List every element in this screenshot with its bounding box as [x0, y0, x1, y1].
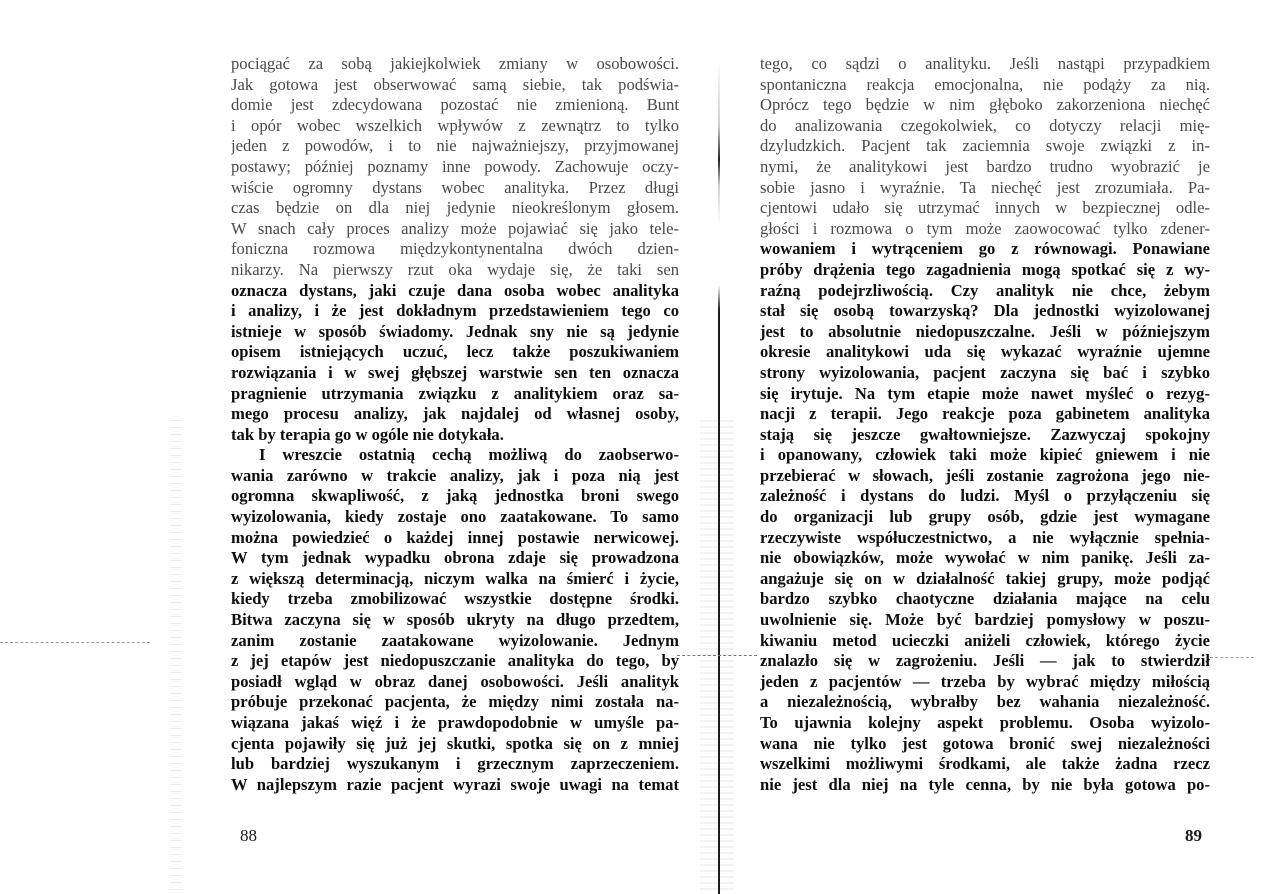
- text-line: cjentowi udało się utrzymać innych w bezpiecznej odle-: [760, 198, 1210, 218]
- text-line: pragnienie utrzymania związku z analitykiem oraz sa-: [231, 383, 679, 403]
- text-line: znalazło się w zagrożeniu. Jeśli — jak to stwierdził: [760, 651, 1210, 671]
- right-page-text: [760, 54, 1210, 795]
- text-line: opisem istniejących uczuć, lecz także poszukiwaniem: [231, 342, 679, 362]
- text-line: nikarzy. Na pierwszy rzut oka wydaje się, że taki sen: [231, 259, 679, 279]
- text-line: z większą determinacją, niczym walka na śmierć i życie,: [231, 568, 679, 588]
- text-line: postawy; później poznamy inne powody. Zachowuje oczy-: [231, 156, 679, 176]
- text-line: zanim zostanie zaatakowane wyizolowanie. Jednym: [231, 630, 679, 650]
- scan-artifact-middle: [677, 655, 757, 656]
- text-line: nymi, że analitykowi jest bardzo trudno wyobrazić je: [760, 156, 1210, 176]
- text-line: można powiedzieć o każdej innej postawie nerwicowej.: [231, 527, 679, 547]
- text-line: wana nie tylko jest gotowa bronić swej niezależności: [760, 733, 1210, 753]
- text-line: Bitwa zaczyna się w sposób ukryty na długo przedtem,: [231, 610, 679, 630]
- text-line: bardzo szybko chaotyczne działania mające na celu: [760, 589, 1210, 609]
- text-line: rzeczywiste współuczestnictwo, a nie wyłącznie spełnia-: [760, 527, 1210, 547]
- text-line: istnieje w sposób świadomy. Jednak sny nie są jedynie: [231, 321, 679, 341]
- text-line: nacji z terapii. Jego reakcje poza gabinetem analityka: [760, 404, 1210, 424]
- text-line: Jak gotowa jest obserwować samą siebie, tak podświa-: [231, 74, 679, 94]
- text-line: próbuje przekonać pacjenta, że między nimi została na-: [231, 692, 679, 712]
- text-line: próby drążenia tego zagadnienia mogą spotkać się z wy-: [760, 259, 1210, 279]
- text-line: przebierać w słowach, jeśli zostanie zagrożona jego nie-: [760, 465, 1210, 485]
- text-line: raźną podejrzliwością. Czy analityk nie chce, żebym: [760, 280, 1210, 300]
- text-line: lub bardziej wyszukanym i grzecznym zaprzeczeniem.: [231, 754, 679, 774]
- text-line: jeden z powodów, i to nie najważniejszy, przyjmowanej: [231, 136, 679, 156]
- text-line: stają się jeszcze gwałtowniejsze. Zazwyczaj spokojny: [760, 424, 1210, 444]
- text-line: angażuje się on w działalność takiej grupy, może podjąć: [760, 568, 1210, 588]
- text-line: cjenta pojawiły się już jej skutki, spotka się on z mniej: [231, 733, 679, 753]
- text-line: wania zarówno w trakcie analizy, jak i poza nią jest: [231, 465, 679, 485]
- text-line: z jej etapów jest niedopuszczanie analityka do tego, by: [231, 651, 679, 671]
- text-line: jest to absolutnie niedopuszczalne. Jeśli w późniejszym: [760, 321, 1210, 341]
- text-line: pociągać za sobą jakiejkolwiek zmiany w osobowości.: [231, 54, 679, 73]
- text-line: i analizy, i że jest dokładnym przedstawieniem tego co: [231, 301, 679, 321]
- text-line: do organizacji lub grupy osób, gdzie jest wymagane: [760, 507, 1210, 527]
- text-line: posiadł wgląd w obraz danej osobowości. Jeśli analityk: [231, 671, 679, 691]
- text-line: foniczna rozmowa międzykontynentalna dwóch dzien-: [231, 239, 679, 259]
- text-line: spontaniczna reakcja emocjonalna, nie podąży za nią.: [760, 74, 1210, 94]
- text-line: W snach cały proces analizy może pojawiać się jako tele-: [231, 218, 679, 238]
- text-line: tak by terapia go w ogóle nie dotykała.: [231, 424, 504, 444]
- text-line: a niezależnością, wybrałby bez wahania niezależność.: [760, 692, 1210, 712]
- page-edge-noise: [170, 420, 182, 894]
- text-line: wiązana jakaś więź i że prawdopodobnie w umyśle pa-: [231, 713, 679, 732]
- text-line: rozwiązania i w swej głębszej warstwie sen ten oznacza: [231, 362, 679, 382]
- text-line: się irytuje. Na tym etapie może nawet myśleć o rezyg-: [760, 383, 1210, 403]
- text-line: dzyludzkich. Pacjent tak zaciemnia swoje związki z in-: [760, 136, 1210, 156]
- text-line: mego procesu analizy, jak najdalej od własnej osoby,: [231, 404, 679, 424]
- text-line: W tym jednak wypadku obrona zdaje się prowadzona: [231, 548, 679, 568]
- text-line: kiwaniu metod ucieczki aniżeli człowiek, którego życie: [760, 630, 1210, 650]
- text-line: stał się osobą towarzyską? Dla jednostki wyizolowanej: [760, 301, 1210, 321]
- left-page-number: 88: [240, 826, 257, 845]
- text-line: wowaniem i wytrąceniem go z równowagi. Ponawiane: [760, 239, 1210, 259]
- right-page-number: 89: [1185, 826, 1202, 845]
- text-line: wyizolowania, kiedy zostaje ono zaatakowane. To samo: [231, 507, 679, 527]
- text-line: nie jest dla niej na tyle cenna, by nie była gotowa po-: [760, 774, 1210, 794]
- text-line: jeden z pacjentów — trzeba by wybrać między miłością: [760, 671, 1210, 691]
- scan-artifact-left: [0, 642, 150, 643]
- text-line: oznacza dystans, jaki czuje dana osoba wobec analityka: [231, 280, 679, 300]
- text-line: To ujawnia kolejny aspekt problemu. Osoba wyizolo-: [760, 713, 1210, 732]
- text-line: strony wyizolowania, pacjent zaczyna się bać i szybko: [760, 362, 1210, 382]
- text-line: I wreszcie ostatnią cechą możliwą do zaobserwo-: [259, 445, 679, 465]
- text-line: tego, co sądzi o analityku. Jeśli nastąpi przypadkiem: [760, 54, 1210, 73]
- text-line: uwolnienie się. Może być bardziej pomysłowy w poszu-: [760, 610, 1210, 630]
- text-line: nie obowiązków, może wywołać w nim panikę. Jeśli za-: [760, 548, 1210, 568]
- text-line: sobie jasno i wyraźnie. Ta niechęć jest zrozumiała. Pa-: [760, 177, 1210, 197]
- text-line: wszelkimi możliwymi środkami, ale także żadna rzecz: [760, 754, 1210, 774]
- text-line: do analizowania czegokolwiek, co dotyczy relacji mię-: [760, 115, 1210, 135]
- text-line: czas będzie on dla niej jedynie nieokreślonym głosem.: [231, 198, 679, 218]
- scan-artifact-right: [1210, 657, 1254, 658]
- text-line: wiście ogromny dystans wobec analityka. Przez długi: [231, 177, 679, 197]
- left-page-text: [231, 54, 679, 795]
- text-line: i opór wobec wszelkich wpływów z zewnątrz to tylko: [231, 115, 679, 135]
- text-line: i opanowany, człowiek taki może kipieć gniewem i nie: [760, 445, 1210, 465]
- text-line: okresie analitykowi uda się wykazać wyraźnie ujemne: [760, 342, 1210, 362]
- text-line: domie jest zdecydowana pozostać nie zmienioną. Bunt: [231, 95, 679, 115]
- text-line: Oprócz tego będzie w nim głęboko zakorzeniona niechęć: [760, 95, 1210, 115]
- book-gutter-shadow: [700, 420, 734, 894]
- text-line: zależność i dystans do ludzi. Myśl o przyłączeniu się: [760, 486, 1210, 506]
- text-line: głości i rozmowa o tym może zaowocować tylko zdener-: [760, 218, 1210, 238]
- text-line: kiedy trzeba zmobilizować wszystkie dostępne środki.: [231, 589, 679, 609]
- text-line: W najlepszym razie pacjent wyrazi swoje uwagi na temat: [231, 774, 679, 794]
- text-line: ogromna skwapliwość, z jaką jednostka broni swego: [231, 486, 679, 506]
